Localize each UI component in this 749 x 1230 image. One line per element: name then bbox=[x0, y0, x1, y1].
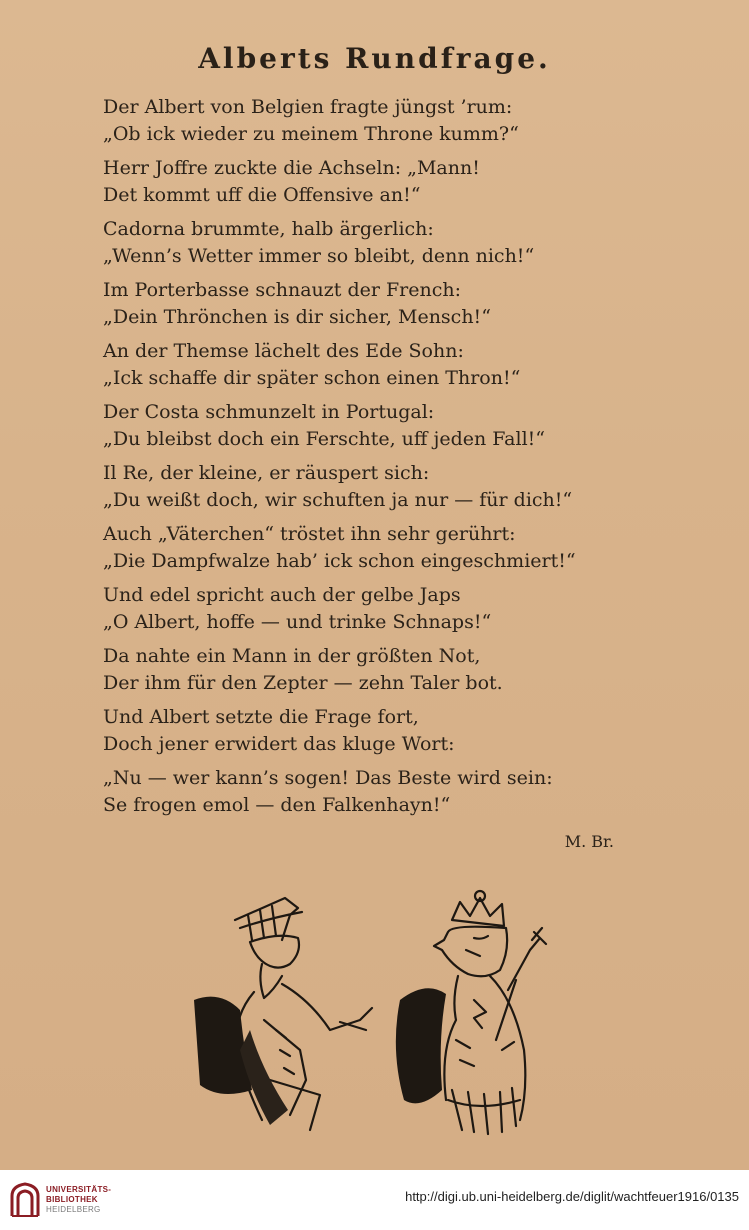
source-url-link[interactable]: http://digi.ub.uni-heidelberg.de/diglit/wachtfeuer1916/0135 bbox=[405, 1189, 739, 1204]
stanza bbox=[103, 216, 683, 269]
stanza bbox=[103, 582, 683, 635]
poem-line: Der Costa schmunzelt in Portugal: bbox=[103, 401, 435, 423]
poem-line: „Du bleibst doch ein Ferschte, uff jeden Fall!“ bbox=[103, 427, 545, 450]
stanza bbox=[103, 338, 683, 391]
poem-title: Alberts Rundfrage. bbox=[198, 42, 551, 75]
poem-line: Herr Joffre zuckte die Achseln: „Mann! bbox=[103, 157, 480, 179]
poem-line: Cadorna brummte, halb ärgerlich: bbox=[103, 218, 434, 240]
library-city: HEIDELBERG bbox=[46, 1205, 101, 1214]
library-name bbox=[46, 1185, 111, 1215]
poem-line: Und Albert setzte die Frage fort, bbox=[103, 706, 419, 728]
stanza bbox=[103, 643, 683, 696]
poem-line: „Nu — wer kann’s sogen! Das Beste wird sein: bbox=[103, 767, 553, 789]
poem-line: Der ihm für den Zepter — zehn Taler bot. bbox=[103, 671, 503, 694]
university-library-logo-icon bbox=[8, 1180, 42, 1220]
stanza bbox=[103, 521, 683, 574]
footer-bar bbox=[0, 1170, 749, 1230]
poem-body bbox=[103, 94, 683, 826]
stanza bbox=[103, 765, 683, 818]
poem-line: „Ick schaffe dir später schon einen Thron!“ bbox=[103, 366, 521, 389]
poem-line: An der Themse lächelt des Ede Sohn: bbox=[103, 340, 464, 362]
author-signature: M. Br. bbox=[564, 832, 614, 851]
poem-line: Se frogen emol — den Falkenhayn!“ bbox=[103, 793, 451, 816]
poem-line: „Du weißt doch, wir schuften ja nur — für dich!“ bbox=[103, 488, 573, 511]
poem-line: „Ob ick wieder zu meinem Throne kumm?“ bbox=[103, 122, 519, 145]
caricature-illustration bbox=[190, 880, 560, 1150]
stanza bbox=[103, 460, 683, 513]
poem-line: Auch „Väterchen“ tröstet ihn sehr gerührt: bbox=[103, 523, 516, 545]
stanza bbox=[103, 399, 683, 452]
poem-line: Im Porterbasse schnauzt der French: bbox=[103, 279, 462, 301]
poem-line: Da nahte ein Mann in der größten Not, bbox=[103, 645, 481, 667]
poem-line: „Wenn’s Wetter immer so bleibt, denn nich!“ bbox=[103, 244, 535, 267]
poem-line: „Die Dampfwalze hab’ ick schon eingeschmiert!“ bbox=[103, 549, 576, 572]
library-name-line: BIBLIOTHEK bbox=[46, 1195, 98, 1204]
stanza bbox=[103, 704, 683, 757]
stanza bbox=[103, 277, 683, 330]
stanza bbox=[103, 155, 683, 208]
library-name-line: UNIVERSITÄTS- bbox=[46, 1185, 112, 1194]
poem-line: Der Albert von Belgien fragte jüngst ’rum: bbox=[103, 96, 513, 118]
poem-line: Det kommt uff die Offensive an!“ bbox=[103, 183, 421, 206]
poem-line: Und edel spricht auch der gelbe Japs bbox=[103, 584, 461, 606]
poem-line: „Dein Thrönchen is dir sicher, Mensch!“ bbox=[103, 305, 491, 328]
poem-line: „O Albert, hoffe — und trinke Schnaps!“ bbox=[103, 610, 492, 633]
stanza bbox=[103, 94, 683, 147]
poem-line: Doch jener erwidert das kluge Wort: bbox=[103, 732, 455, 755]
poem-line: Il Re, der kleine, er räuspert sich: bbox=[103, 462, 430, 484]
